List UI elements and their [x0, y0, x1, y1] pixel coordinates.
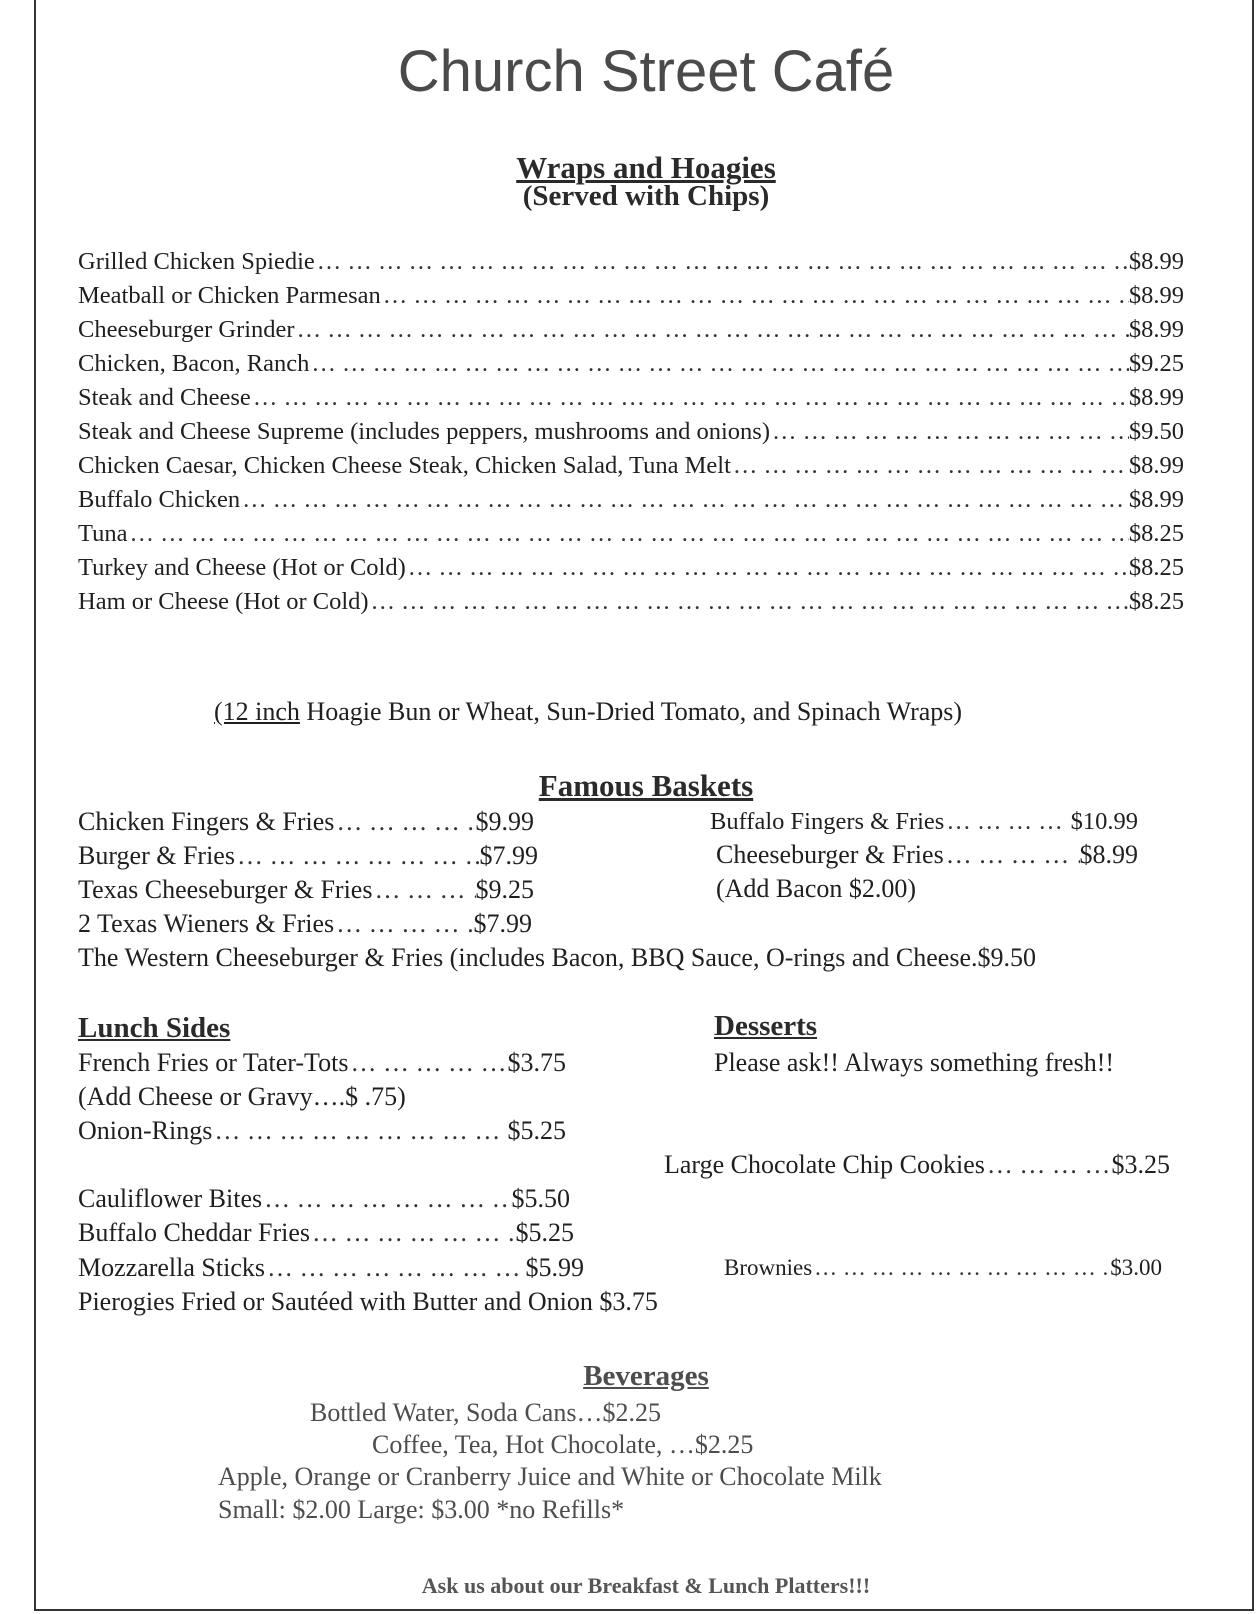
- item-price: $9.99: [475, 807, 534, 836]
- item-price: $8.99: [1128, 282, 1184, 309]
- beverage-line: Coffee, Tea, Hot Chocolate, …$2.25: [372, 1430, 754, 1459]
- item-name: Cauliflower Bites: [78, 1184, 263, 1213]
- add-bacon-note: (Add Bacon $2.00): [716, 874, 917, 903]
- beverage-line: Bottled Water, Soda Cans…$2.25: [310, 1398, 661, 1427]
- dessert-item: [664, 1150, 1170, 1180]
- page-title: Church Street Café: [397, 39, 895, 104]
- item-name: Chicken, Bacon, Ranch: [78, 350, 310, 377]
- side-item: [78, 1116, 566, 1146]
- item-name: Brownies: [724, 1255, 813, 1280]
- item-name: Chicken Caesar, Chicken Cheese Steak, Chicken Salad, Tuna Melt: [78, 452, 731, 479]
- item-name: Buffalo Chicken: [78, 486, 241, 513]
- item-price: $8.25: [1128, 588, 1184, 615]
- dessert-item: [724, 1255, 1162, 1281]
- item-price: $7.99: [479, 841, 538, 870]
- menu-item: [78, 452, 1184, 480]
- item-price: $5.99: [525, 1253, 584, 1282]
- item-name: Texas Cheeseburger & Fries: [78, 875, 373, 904]
- bread-note-text: Hoagie Bun or Wheat, Sun-Dried Tomato, and Spinach Wraps): [299, 697, 963, 726]
- lunch-sides-heading: Lunch Sides: [78, 1012, 231, 1044]
- item-price: $10.99: [1070, 808, 1138, 835]
- item-name: Onion-Rings: [78, 1116, 213, 1145]
- menu-item: [78, 248, 1184, 276]
- side-item: [78, 1218, 574, 1248]
- menu-item: [78, 554, 1184, 582]
- item-price: $8.25: [1128, 520, 1184, 547]
- basket-item: [716, 840, 1138, 870]
- item-price: $3.00: [1110, 1255, 1162, 1280]
- item-name: Grilled Chicken Spiedie: [78, 248, 315, 275]
- item-price: $3.25: [1111, 1150, 1170, 1179]
- side-item: [78, 1253, 584, 1283]
- item-price: $9.25: [475, 875, 534, 904]
- item-name: Large Chocolate Chip Cookies: [664, 1150, 985, 1179]
- item-name: Cheeseburger Grinder: [78, 316, 295, 343]
- beverage-line: Apple, Orange or Cranberry Juice and White or Chocolate Milk: [218, 1462, 882, 1491]
- basket-item: [78, 841, 538, 871]
- add-cheese-note: (Add Cheese or Gravy….$ .75): [78, 1082, 406, 1111]
- item-name: Mozzarella Sticks: [78, 1253, 265, 1282]
- bread-note-size: (12 inch: [214, 697, 300, 726]
- basket-item: [78, 875, 534, 905]
- item-name: 2 Texas Wieners & Fries: [78, 909, 335, 938]
- basket-item: [78, 807, 534, 837]
- item-price: $8.99: [1128, 384, 1184, 411]
- wraps-subheading: (Served with Chips): [522, 180, 770, 212]
- item-name: Ham or Cheese (Hot or Cold): [78, 588, 369, 615]
- item-price: $8.99: [1128, 316, 1184, 343]
- desserts-note: Please ask!! Always something fresh!!: [714, 1048, 1115, 1077]
- baskets-heading: Famous Baskets: [538, 768, 754, 803]
- menu-item: [78, 384, 1184, 412]
- menu-item: [78, 588, 1184, 616]
- item-name: Meatball or Chicken Parmesan: [78, 282, 381, 309]
- item-price: $9.50: [1128, 418, 1184, 445]
- item-price: $3.75: [507, 1048, 566, 1077]
- item-price: $5.25: [515, 1218, 574, 1247]
- menu-page: [34, 0, 1254, 1611]
- beverage-line: Small: $2.00 Large: $3.00 *no Refills*: [218, 1495, 625, 1524]
- beverages-heading: Beverages: [583, 1360, 709, 1392]
- menu-item: [78, 418, 1184, 446]
- menu-item: [78, 350, 1184, 378]
- item-name: Burger & Fries: [78, 841, 235, 870]
- item-price: $5.25: [507, 1116, 566, 1145]
- item-price: $7.99: [473, 909, 532, 938]
- wraps-bread-note: [214, 697, 962, 727]
- footer-note: Ask us about our Breakfast & Lunch Platters!!!: [421, 1573, 871, 1598]
- basket-item: [78, 909, 532, 939]
- item-price: $9.25: [1128, 350, 1184, 377]
- item-name: Cheeseburger & Fries: [716, 840, 944, 869]
- desserts-heading: Desserts: [714, 1010, 818, 1042]
- basket-item: [710, 808, 1138, 836]
- menu-item: [78, 486, 1184, 514]
- item-price: $8.99: [1079, 840, 1138, 869]
- side-item: [78, 1184, 570, 1214]
- item-name: Tuna: [78, 520, 128, 547]
- item-price: $8.25: [1128, 554, 1184, 581]
- item-name: Buffalo Fingers & Fries: [710, 808, 945, 835]
- item-price: $8.99: [1128, 452, 1184, 479]
- pierogies-item: Pierogies Fried or Sautéed with Butter and Onion $3.75: [78, 1287, 658, 1316]
- item-name: Chicken Fingers & Fries: [78, 807, 335, 836]
- side-item: [78, 1048, 566, 1078]
- item-price: $5.50: [511, 1184, 570, 1213]
- item-price: $8.99: [1128, 248, 1184, 275]
- item-name: Steak and Cheese Supreme (includes peppers, mushrooms and onions): [78, 418, 770, 445]
- item-name: Steak and Cheese: [78, 384, 251, 411]
- item-name: French Fries or Tater-Tots: [78, 1048, 349, 1077]
- item-name: Turkey and Cheese (Hot or Cold): [78, 554, 406, 581]
- menu-item: [78, 316, 1184, 344]
- menu-item: [78, 282, 1184, 310]
- item-name: Buffalo Cheddar Fries: [78, 1218, 311, 1247]
- item-price: $8.99: [1128, 486, 1184, 513]
- western-cheeseburger: The Western Cheeseburger & Fries (includes Bacon, BBQ Sauce, O-rings and Cheese.$9.50: [78, 943, 1037, 972]
- wraps-heading: Wraps and Hoagies: [516, 150, 776, 185]
- menu-item: [78, 520, 1184, 548]
